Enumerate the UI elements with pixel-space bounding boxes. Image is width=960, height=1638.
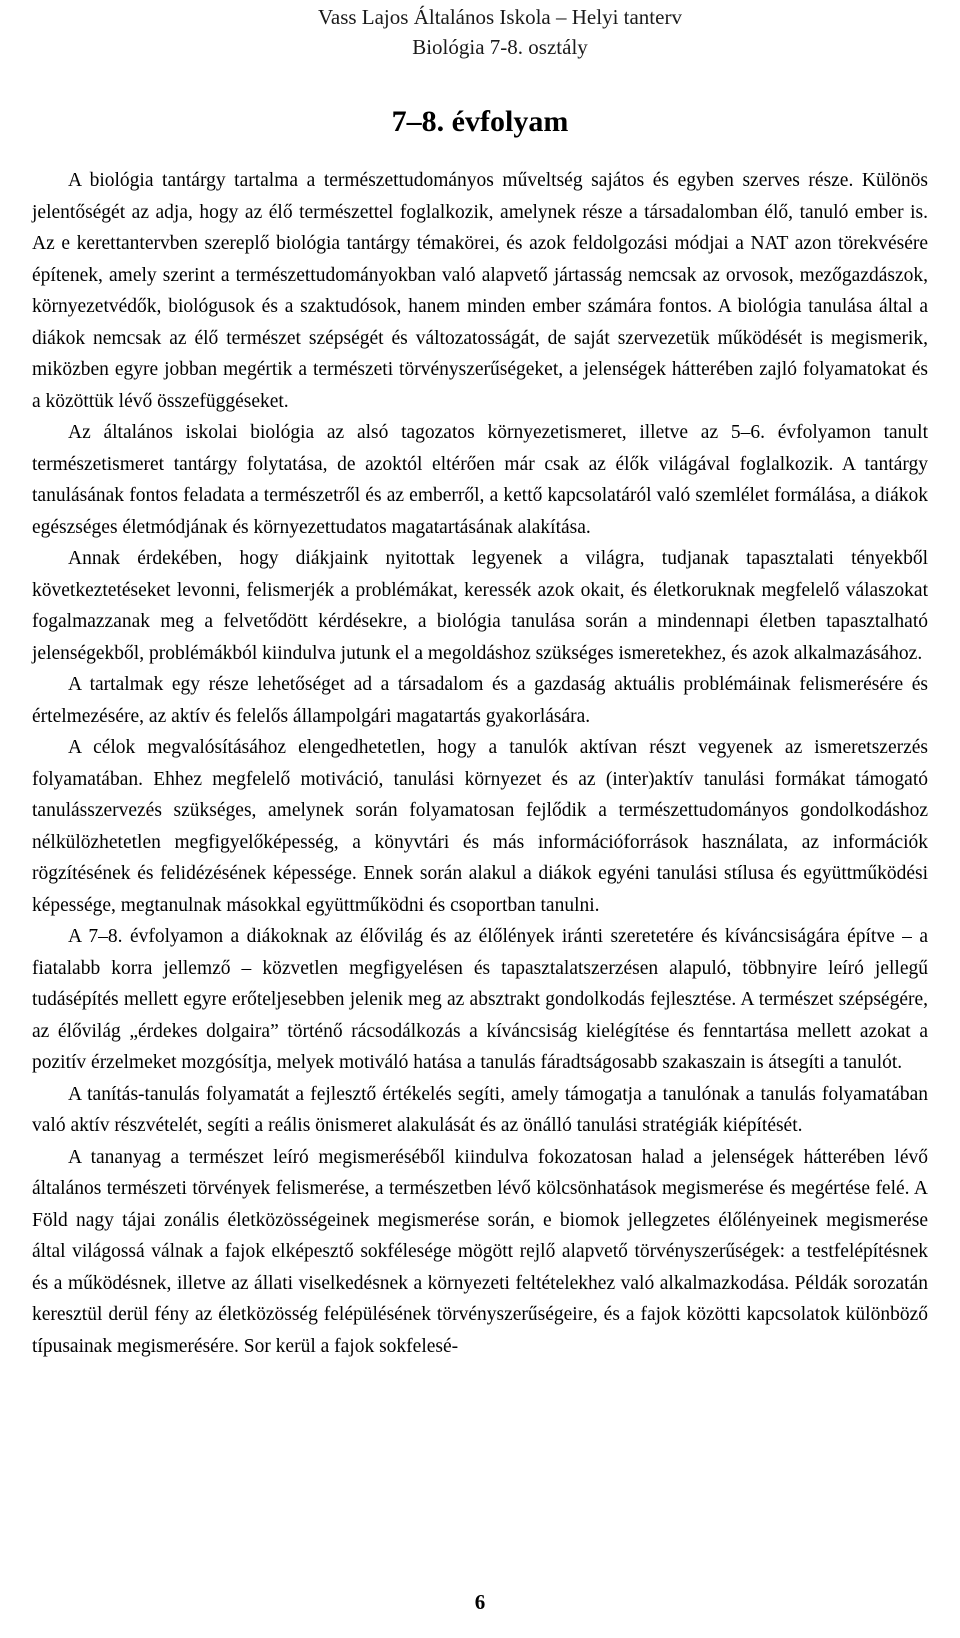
- page-number: 6: [474, 1590, 486, 1614]
- paragraph-3: Annak érdekében, hogy diákjaink nyitottak legyenek a világra, tudjanak tapasztalati tényekből következtetéseket levonni, felismerjék a problémákat, keressék azok okait, és életkoruknak megfelelő válaszokat fogalmazzanak meg a felvetődött kérdésekre, a biológia tanulása során a mindennapi életben tapasztalható jelenségekből, problémákból kiindulva jutunk el a megoldáshoz szükséges ismeretekhez, és azok alkalmazásához.: [32, 548, 928, 664]
- paragraph-6: A 7–8. évfolyamon a diákoknak az élővilág és az élőlények iránti szeretetére és kíváncsiságára építve – a fiatalabb korra jellemző – közvetlen megfigyelésen és tapasztalatszerzésen alapuló, többnyire leíró jellegű tudásépítés mellett egyre erőteljesebben jelenik meg az absztrakt gondolkodás fejlesztése. A természet szépségére, az élővilág „érdekes dolgaira” történő rácsodálkozás a kíváncsiság kielégítése és fenntartása mellett azokat a pozitív érzelmeket mozgósítja, melyek motiváló hatása a tanulás fáradtságosabb szakaszain is átsegíti a tanulót.: [32, 926, 928, 1073]
- body-text: [32, 165, 928, 1362]
- paragraph-4: A tartalmak egy része lehetőséget ad a társadalom és a gazdaság aktuális problémáinak felismerésére és értelmezésére, az aktív és felelős állampolgári magatartás gyakorlására.: [32, 674, 928, 727]
- paragraph-7: A tanítás-tanulás folyamatát a fejlesztő értékelés segíti, amely támogatja a tanulónak a tanulás folyamatában való aktív részvételét, segíti a reális önismeret alakulását és az önálló tanulási stratégiák kiépítését.: [32, 1083, 928, 1136]
- paragraph-8: A tananyag a természet leíró megismeréséből kiindulva fokozatosan halad a jelenségek hátterében lévő általános természeti törvények felismerése, a természetben lévő kölcsönhatások megismerése és megértése felé. A Föld nagy tájai zonális életközösségeinek megismerése során, e biomok jellegzetes élőlényeinek megismerése által világossá válnak a fajok elképesztő sokfélesége mögött rejlő alapvető törvényszerűségek: a testfelépítésnek és a működésnek, illetve az állati viselkedésnek a környezeti feltételekhez való alkalmazkodása. Példák sorozatán keresztül derül fény az életközösség felépülésének törvényszerűségeire, és a fajok közötti kapcsolatok különböző típusainak megismerésére. Sor kerül a fajok sokfelesé-: [32, 1146, 928, 1357]
- header-school-title: Vass Lajos Általános Iskola – Helyi tanterv: [318, 5, 682, 29]
- paragraph-1: A biológia tantárgy tartalma a természettudományos műveltség sajátos és egyben szerves része. Különös jelentőségét az adja, hogy az élő természettel foglalkozik, amelynek része a társadalomban élő, tanuló ember is. Az e kerettantervben szereplő biológia tantárgy témakörei, és azok feldolgozási módjai a NAT azon törekvésére építenek, amely szerint a természettudományokban való alapvető jártasság nemcsak az orvosok, mezőgazdászok, környezetvédők, biológusok és a szaktudósok, hanem minden ember számára fontos. A biológia tanulása által a diákok nemcsak az élő természet szépségét és változatosságát, de saját szervezetük működését is megismerik, miközben egyre jobban megértik a természeti törvényszerűségeket, a jelenségek hátterében zajló folyamatokat és a közöttük lévő összefüggéseket.: [32, 170, 928, 412]
- page-header: [32, 0, 928, 62]
- header-subject-title: Biológia 7-8. osztály: [412, 35, 588, 59]
- section-title: 7–8. évfolyam: [391, 105, 569, 138]
- paragraph-2: Az általános iskolai biológia az alsó tagozatos környezetismeret, illetve az 5–6. évfolyamon tanult természetismeret tantárgy folytatása, de azoktól eltérően már csak az élők világával foglalkozik. A tantárgy tanulásának fontos feladata a természetről és az emberről, a kettő kapcsolatáról való szemlélet formálása, a diákok egészséges életmódjának és környezettudatos magatartásának alakítása.: [32, 422, 928, 538]
- paragraph-5: A célok megvalósításához elengedhetetlen, hogy a tanulók aktívan részt vegyenek az ismeretszerzés folyamatában. Ehhez megfelelő motiváció, tanulási környezet és az (inter)aktív tanulási formákat támogató tanulásszervezés szükséges, amelynek során folyamatosan fejlődik a természettudományos gondolkodáshoz nélkülözhetetlen megfigyelőképesség, a könyvtári és más információforrások használata, az információk rögzítésének és felidézésének képessége. Ennek során alakul a diákok egyéni tanulási stílusa és együttműködési képessége, megtanulnak másokkal együttműködni és csoportban tanulni.: [32, 737, 928, 916]
